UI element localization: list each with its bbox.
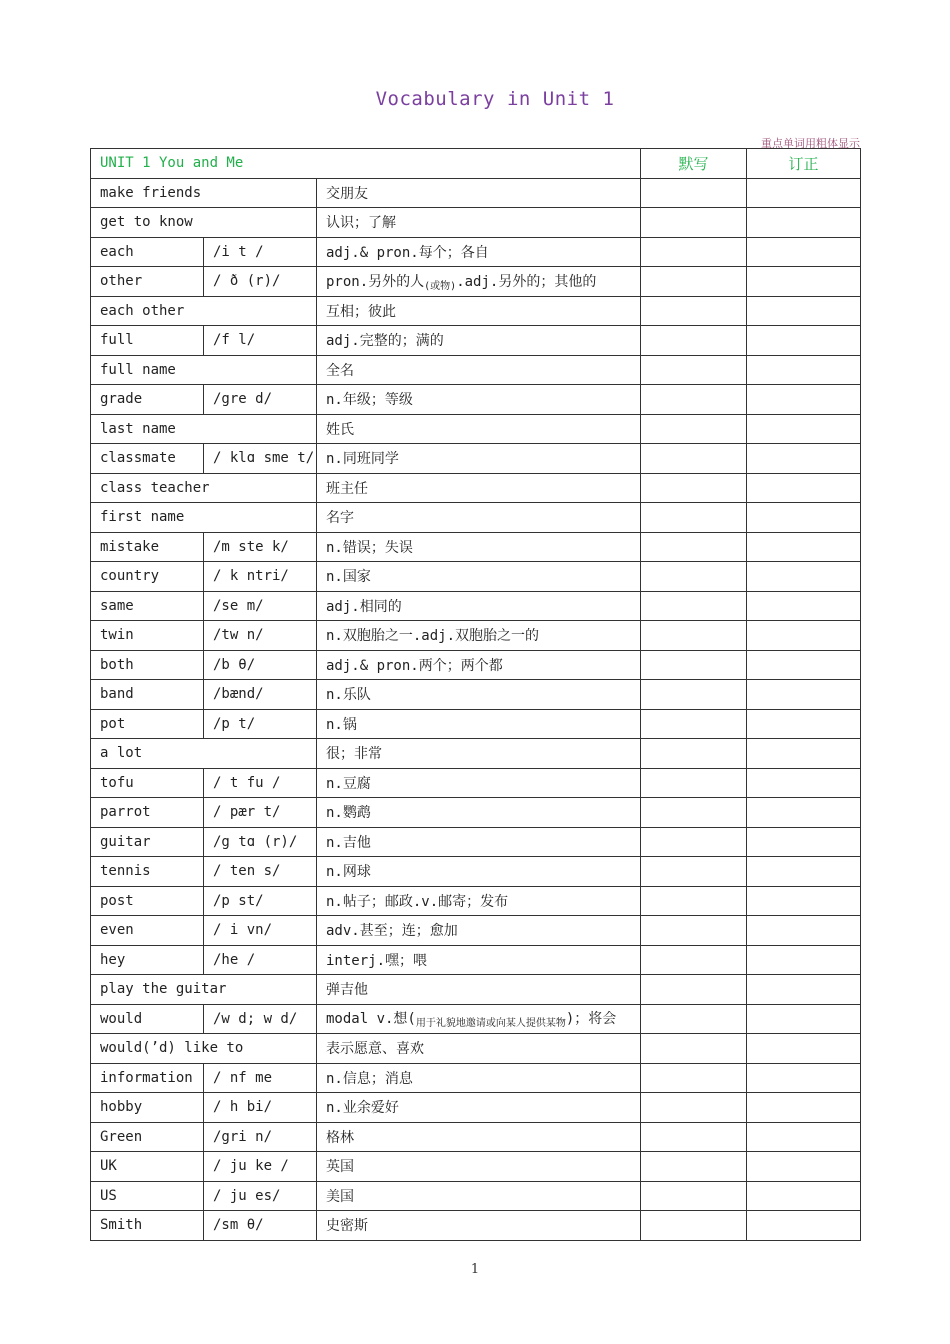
table-row xyxy=(91,267,861,297)
meaning-cell xyxy=(317,709,641,739)
phonetic-cell: /gre d/ xyxy=(204,385,317,415)
correction-cell xyxy=(747,326,861,356)
table-row xyxy=(91,473,861,503)
dictation-cell xyxy=(641,1034,747,1064)
meaning-cell xyxy=(317,1181,641,1211)
word-cell: mistake xyxy=(91,532,204,562)
word-cell: classmate xyxy=(91,444,204,474)
meaning-cell xyxy=(317,975,641,1005)
word-cell: band xyxy=(91,680,204,710)
meaning-text: adj.完整的；满的 xyxy=(326,333,444,350)
meaning-cell xyxy=(317,916,641,946)
meaning-text: pron.另外的人 xyxy=(326,273,425,290)
meaning-cell xyxy=(317,1093,641,1123)
meaning-cell xyxy=(317,562,641,592)
word-cell: grade xyxy=(91,385,204,415)
phonetic-cell: /g tɑ (r)/ xyxy=(204,827,317,857)
correction-cell xyxy=(747,503,861,533)
dictation-cell xyxy=(641,709,747,739)
word-cell: make friends xyxy=(91,178,317,208)
vocabulary-table xyxy=(90,148,861,1241)
dictation-cell xyxy=(641,680,747,710)
word-cell: parrot xyxy=(91,798,204,828)
word-cell: a lot xyxy=(91,739,317,769)
word-cell: twin xyxy=(91,621,204,651)
meaning-cell xyxy=(317,739,641,769)
table-row xyxy=(91,355,861,385)
word-cell: Green xyxy=(91,1122,204,1152)
meaning-tail: .adj.另外的；其他的 xyxy=(456,273,597,290)
correction-cell xyxy=(747,1093,861,1123)
meaning-text: n.双胞胎之一.adj.双胞胎之一的 xyxy=(326,628,540,645)
table-row xyxy=(91,975,861,1005)
word-cell: tofu xyxy=(91,768,204,798)
dictation-cell xyxy=(641,296,747,326)
correction-cell xyxy=(747,591,861,621)
meaning-cell xyxy=(317,945,641,975)
dictation-cell xyxy=(641,739,747,769)
dictation-cell xyxy=(641,1122,747,1152)
meaning-cell xyxy=(317,355,641,385)
table-row xyxy=(91,1152,861,1182)
meaning-text: 交朋友 xyxy=(326,185,368,202)
meaning-cell xyxy=(317,1063,641,1093)
word-cell: play the guitar xyxy=(91,975,317,1005)
correction-cell xyxy=(747,798,861,828)
table-row xyxy=(91,208,861,238)
page-number: 1 xyxy=(470,1262,480,1277)
correction-cell xyxy=(747,178,861,208)
meaning-text: n.业余爱好 xyxy=(326,1100,399,1117)
dictation-cell xyxy=(641,562,747,592)
dictation-cell xyxy=(641,267,747,297)
meaning-cell xyxy=(317,1122,641,1152)
meaning-text: n.豆腐 xyxy=(326,775,371,792)
correction-cell xyxy=(747,385,861,415)
word-cell: pot xyxy=(91,709,204,739)
phonetic-cell: / t fu / xyxy=(204,768,317,798)
phonetic-cell: /he / xyxy=(204,945,317,975)
meaning-note: 用于礼貌地邀请或向某人提供某物 xyxy=(415,1018,566,1030)
meaning-cell xyxy=(317,385,641,415)
correction-header: 订正 xyxy=(747,149,861,179)
phonetic-cell: / ten s/ xyxy=(204,857,317,887)
table-row xyxy=(91,1181,861,1211)
correction-cell xyxy=(747,1152,861,1182)
phonetic-cell: /w d; w d/ xyxy=(204,1004,317,1034)
correction-cell xyxy=(747,1211,861,1241)
phonetic-cell: /bænd/ xyxy=(204,680,317,710)
table-row xyxy=(91,532,861,562)
phonetic-cell: /gri n/ xyxy=(204,1122,317,1152)
correction-cell xyxy=(747,1034,861,1064)
correction-cell xyxy=(747,975,861,1005)
meaning-text: 表示愿意、喜欢 xyxy=(326,1041,424,1058)
word-cell: full name xyxy=(91,355,317,385)
word-cell: would xyxy=(91,1004,204,1034)
meaning-text: interj.嘿；喂 xyxy=(326,952,428,969)
dictation-cell xyxy=(641,503,747,533)
dictation-cell xyxy=(641,1063,747,1093)
meaning-text: n.锅 xyxy=(326,716,357,733)
correction-cell xyxy=(747,650,861,680)
table-row xyxy=(91,680,861,710)
phonetic-cell: /m ste k/ xyxy=(204,532,317,562)
table-row xyxy=(91,1122,861,1152)
table-row xyxy=(91,444,861,474)
dictation-cell xyxy=(641,827,747,857)
word-cell: same xyxy=(91,591,204,621)
phonetic-cell: /se m/ xyxy=(204,591,317,621)
table-row xyxy=(91,798,861,828)
meaning-text: adj.相同的 xyxy=(326,598,402,615)
word-cell: tennis xyxy=(91,857,204,887)
word-cell: other xyxy=(91,267,204,297)
word-cell: UK xyxy=(91,1152,204,1182)
meaning-cell xyxy=(317,503,641,533)
dictation-cell xyxy=(641,414,747,444)
meaning-cell xyxy=(317,208,641,238)
meaning-cell xyxy=(317,532,641,562)
correction-cell xyxy=(747,1063,861,1093)
word-cell: guitar xyxy=(91,827,204,857)
meaning-cell xyxy=(317,1034,641,1064)
meaning-text: 班主任 xyxy=(326,480,368,497)
phonetic-cell: /f l/ xyxy=(204,326,317,356)
phonetic-cell: /p st/ xyxy=(204,886,317,916)
phonetic-cell: /b θ/ xyxy=(204,650,317,680)
dictation-cell xyxy=(641,945,747,975)
table-row xyxy=(91,650,861,680)
bold-note: 重点单词用粗体显示 xyxy=(761,137,860,150)
meaning-text: adj.& pron.两个；两个都 xyxy=(326,657,503,674)
word-cell: full xyxy=(91,326,204,356)
dictation-header: 默写 xyxy=(641,149,747,179)
meaning-cell xyxy=(317,1004,641,1034)
meaning-tail: )；将会 xyxy=(565,1011,617,1028)
table-row xyxy=(91,1093,861,1123)
meaning-text: 很；非常 xyxy=(326,746,382,763)
meaning-text: 互相；彼此 xyxy=(326,303,396,320)
meaning-text: 认识；了解 xyxy=(326,215,396,232)
phonetic-cell: / ju ke / xyxy=(204,1152,317,1182)
correction-cell xyxy=(747,768,861,798)
table-row xyxy=(91,827,861,857)
dictation-cell xyxy=(641,355,747,385)
correction-cell xyxy=(747,237,861,267)
phonetic-cell: / nf me xyxy=(204,1063,317,1093)
correction-cell xyxy=(747,1122,861,1152)
table-row xyxy=(91,1063,861,1093)
meaning-cell xyxy=(317,444,641,474)
meaning-cell xyxy=(317,1152,641,1182)
meaning-text: n.网球 xyxy=(326,864,371,881)
dictation-cell xyxy=(641,237,747,267)
meaning-cell xyxy=(317,178,641,208)
correction-cell xyxy=(747,473,861,503)
word-cell: hobby xyxy=(91,1093,204,1123)
correction-cell xyxy=(747,562,861,592)
meaning-note: (或物) xyxy=(424,280,457,292)
meaning-text: 英国 xyxy=(326,1159,354,1176)
correction-cell xyxy=(747,355,861,385)
correction-cell xyxy=(747,1004,861,1034)
table-header-row xyxy=(91,149,861,179)
correction-cell xyxy=(747,414,861,444)
table-row xyxy=(91,237,861,267)
correction-cell xyxy=(747,532,861,562)
phonetic-cell: / k ntri/ xyxy=(204,562,317,592)
meaning-cell xyxy=(317,237,641,267)
meaning-text: modal v.想( xyxy=(326,1011,416,1028)
table-row xyxy=(91,385,861,415)
meaning-cell xyxy=(317,473,641,503)
meaning-cell xyxy=(317,591,641,621)
phonetic-cell: /i t / xyxy=(204,237,317,267)
dictation-cell xyxy=(641,326,747,356)
meaning-cell xyxy=(317,768,641,798)
meaning-cell xyxy=(317,680,641,710)
word-cell: US xyxy=(91,1181,204,1211)
dictation-cell xyxy=(641,444,747,474)
correction-cell xyxy=(747,857,861,887)
table-row xyxy=(91,857,861,887)
meaning-cell xyxy=(317,414,641,444)
correction-cell xyxy=(747,1181,861,1211)
phonetic-cell: / i vn/ xyxy=(204,916,317,946)
dictation-cell xyxy=(641,886,747,916)
phonetic-cell: / pær t/ xyxy=(204,798,317,828)
meaning-cell xyxy=(317,1211,641,1241)
correction-cell xyxy=(747,621,861,651)
dictation-cell xyxy=(641,1093,747,1123)
correction-cell xyxy=(747,267,861,297)
meaning-text: 史密斯 xyxy=(326,1218,368,1235)
dictation-cell xyxy=(641,916,747,946)
dictation-cell xyxy=(641,532,747,562)
correction-cell xyxy=(747,739,861,769)
table-row xyxy=(91,1004,861,1034)
correction-cell xyxy=(747,444,861,474)
table-row xyxy=(91,621,861,651)
meaning-text: 名字 xyxy=(326,510,354,527)
correction-cell xyxy=(747,680,861,710)
word-cell: each other xyxy=(91,296,317,326)
word-cell: each xyxy=(91,237,204,267)
table-row xyxy=(91,562,861,592)
correction-cell xyxy=(747,709,861,739)
meaning-text: 弹吉他 xyxy=(326,982,368,999)
phonetic-cell: / ð (r)/ xyxy=(204,267,317,297)
meaning-text: 姓氏 xyxy=(326,421,354,438)
meaning-text: 全名 xyxy=(326,362,354,379)
meaning-text: adv.甚至；连；愈加 xyxy=(326,923,458,940)
meaning-text: n.信息；消息 xyxy=(326,1070,413,1087)
dictation-cell xyxy=(641,385,747,415)
meaning-text: n.乐队 xyxy=(326,687,371,704)
meaning-text: n.鹦鹉 xyxy=(326,805,371,822)
phonetic-cell: /tw n/ xyxy=(204,621,317,651)
dictation-cell xyxy=(641,650,747,680)
dictation-cell xyxy=(641,798,747,828)
correction-cell xyxy=(747,827,861,857)
meaning-text: n.同班同学 xyxy=(326,451,399,468)
meaning-cell xyxy=(317,296,641,326)
meaning-text: adj.& pron.每个；各自 xyxy=(326,244,489,261)
dictation-cell xyxy=(641,1152,747,1182)
dictation-cell xyxy=(641,178,747,208)
phonetic-cell: / h bi/ xyxy=(204,1093,317,1123)
meaning-text: n.国家 xyxy=(326,569,371,586)
table-row xyxy=(91,296,861,326)
correction-cell xyxy=(747,886,861,916)
table-row xyxy=(91,1034,861,1064)
meaning-cell xyxy=(317,827,641,857)
dictation-cell xyxy=(641,473,747,503)
table-row xyxy=(91,326,861,356)
dictation-cell xyxy=(641,857,747,887)
correction-cell xyxy=(747,916,861,946)
table-row xyxy=(91,709,861,739)
page-title: Vocabulary in Unit 1 xyxy=(375,88,615,110)
table-row xyxy=(91,414,861,444)
correction-cell xyxy=(747,208,861,238)
table-row xyxy=(91,178,861,208)
dictation-cell xyxy=(641,591,747,621)
meaning-cell xyxy=(317,267,641,297)
phonetic-cell: / klɑ sme t/ xyxy=(204,444,317,474)
word-cell: class teacher xyxy=(91,473,317,503)
meaning-text: n.帖子；邮政.v.邮寄；发布 xyxy=(326,893,509,910)
word-cell: hey xyxy=(91,945,204,975)
word-cell: information xyxy=(91,1063,204,1093)
word-cell: first name xyxy=(91,503,317,533)
dictation-cell xyxy=(641,621,747,651)
word-cell: Smith xyxy=(91,1211,204,1241)
table-row xyxy=(91,886,861,916)
meaning-text: n.吉他 xyxy=(326,834,371,851)
unit-title: UNIT 1 You and Me xyxy=(91,149,641,179)
dictation-cell xyxy=(641,208,747,238)
dictation-cell xyxy=(641,1004,747,1034)
phonetic-cell: / ju es/ xyxy=(204,1181,317,1211)
phonetic-cell: /p t/ xyxy=(204,709,317,739)
dictation-cell xyxy=(641,768,747,798)
meaning-cell xyxy=(317,857,641,887)
correction-cell xyxy=(747,945,861,975)
meaning-text: 美国 xyxy=(326,1188,354,1205)
table-row xyxy=(91,945,861,975)
dictation-cell xyxy=(641,1181,747,1211)
word-cell: get to know xyxy=(91,208,317,238)
meaning-cell xyxy=(317,886,641,916)
table-row xyxy=(91,739,861,769)
table-row xyxy=(91,768,861,798)
table-row xyxy=(91,503,861,533)
phonetic-cell: /sm θ/ xyxy=(204,1211,317,1241)
table-row xyxy=(91,916,861,946)
dictation-cell xyxy=(641,1211,747,1241)
table-row xyxy=(91,1211,861,1241)
word-cell: would(’d) like to xyxy=(91,1034,317,1064)
dictation-cell xyxy=(641,975,747,1005)
meaning-cell xyxy=(317,650,641,680)
table-row xyxy=(91,591,861,621)
word-cell: post xyxy=(91,886,204,916)
meaning-text: n.错误；失误 xyxy=(326,539,413,556)
word-cell: country xyxy=(91,562,204,592)
word-cell: both xyxy=(91,650,204,680)
meaning-cell xyxy=(317,326,641,356)
word-cell: last name xyxy=(91,414,317,444)
meaning-text: n.年级；等级 xyxy=(326,392,413,409)
word-cell: even xyxy=(91,916,204,946)
correction-cell xyxy=(747,296,861,326)
meaning-cell xyxy=(317,798,641,828)
meaning-cell xyxy=(317,621,641,651)
meaning-text: 格林 xyxy=(326,1129,354,1146)
